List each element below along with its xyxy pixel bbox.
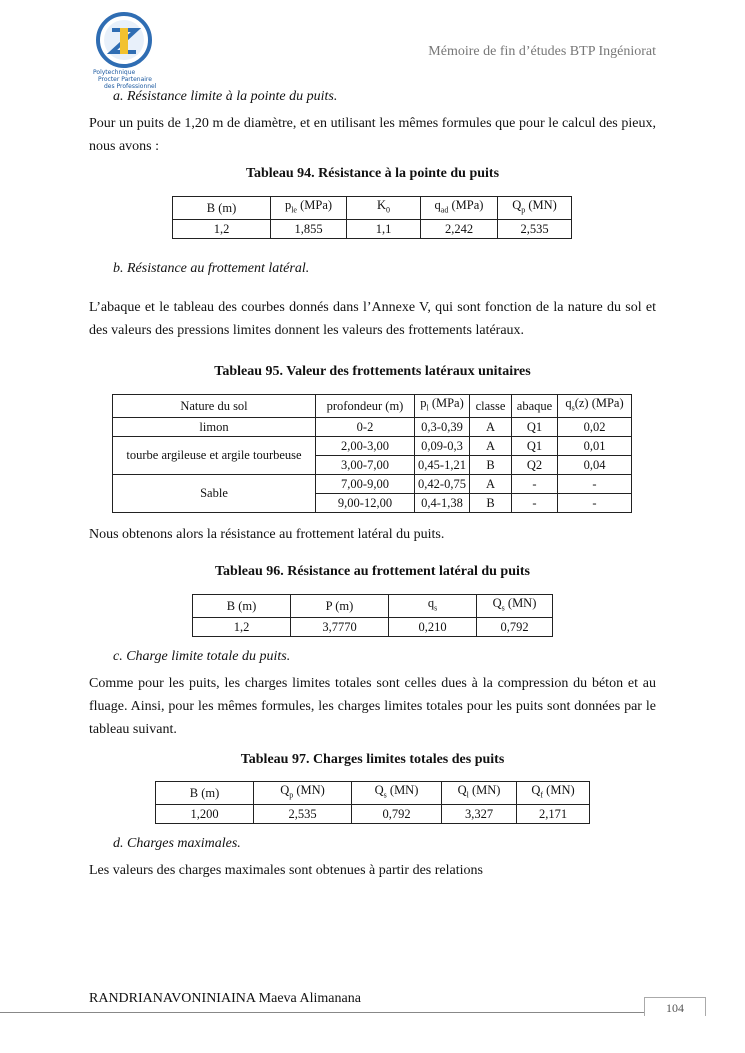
footer-author: RANDRIANAVONINIAINA Maeva Alimanana [89,991,361,1006]
section-c-paragraph: Comme pour les puits, les charges limites totales sont celles dues à la compression du béton et au fluage. Ainsi, pour les mêmes formules, les charges limites totales pour les puits sont données par le tableau suivant. [89,676,656,737]
table-row [113,436,632,455]
table-row [156,804,590,823]
table-row [113,417,632,436]
logo-line-3: des Professionnels [104,83,156,90]
table-94 [172,196,572,239]
cell: Q2 [512,455,558,474]
cell: 3,327 [442,804,517,823]
cell: 2,00-3,00 [316,436,415,455]
cell: 0,3-0,39 [415,417,470,436]
table-header-row [113,395,632,418]
footer-divider [0,1012,645,1013]
table-97 [155,781,590,824]
table-header-row [156,782,590,805]
cell: 0,01 [558,436,632,455]
table-96 [192,594,553,637]
cell: 0,4-1,38 [415,493,470,512]
cell: 0,04 [558,455,632,474]
section-b-paragraph: L’abaque et le tableau des courbes donnés dans l’Annexe V, qui sont fonction de la nature du sol et des valeurs des pressions limites donnent les valeurs des frottements latéraux. [89,300,656,338]
cell: 0,792 [352,804,442,823]
cell: 3,7770 [291,617,389,636]
col-k0: $K_0$ [347,197,421,220]
cell: 1,2 [193,617,291,636]
section-b-heading: b. Résistance au frottement latéral. [113,261,310,276]
cell: A [470,474,512,493]
cell: Q1 [512,436,558,455]
cell: - [512,474,558,493]
cell: 1,200 [156,804,254,823]
col-b: B (m) [173,197,271,220]
col-qp: $Q_p$ (MN) [498,197,572,220]
cell: 7,00-9,00 [316,474,415,493]
cell: 2,535 [498,219,572,238]
cell: 0-2 [316,417,415,436]
cell: Sable [113,474,316,512]
cell: 1,855 [271,219,347,238]
col-qs: $q_s(z)$ (MPa) [558,395,632,418]
cell: 1,1 [347,219,421,238]
cell: 0,42-0,75 [415,474,470,493]
cell: 0,210 [389,617,477,636]
table-95 [112,394,632,513]
logo-emblem [92,12,156,92]
col-pl: $p_l$ (MPa) [415,395,470,418]
after-table-95-paragraph: Nous obtenons alors la résistance au frottement latéral du puits. [89,527,445,542]
page-number: 104 [644,997,706,1016]
col-qf: $Q_f$ (MN) [517,782,590,805]
cell: 1,2 [173,219,271,238]
col-classe: classe [470,395,512,418]
cell: 3,00-7,00 [316,455,415,474]
col-qad: $q_{ad}$ (MPa) [421,197,498,220]
cell: 2,535 [254,804,352,823]
cell: limon [113,417,316,436]
col-qp: $Q_p$ (MN) [254,782,352,805]
table-header-row [193,595,553,618]
section-a-heading: a. Résistance limite à la pointe du puits. [113,89,338,104]
col-profondeur: profondeur (m) [316,395,415,418]
col-nature: Nature du sol [113,395,316,418]
cell: B [470,493,512,512]
cell: A [470,436,512,455]
cell: 2,171 [517,804,590,823]
col-ple: $p_{le}$ (MPa) [271,197,347,220]
cell: B [470,455,512,474]
section-d-heading: d. Charges maximales. [113,836,241,851]
logo-line-1: Polytechnique [93,69,136,76]
cell: tourbe argileuse et argile tourbeuse [113,436,316,474]
table-header-row [173,197,572,220]
col-ql: $Q_l$ (MN) [442,782,517,805]
cell: - [558,493,632,512]
cell: Q1 [512,417,558,436]
cell: 2,242 [421,219,498,238]
section-c-heading: c. Charge limite totale du puits. [113,649,291,664]
col-b: B (m) [156,782,254,805]
table-97-caption: Tableau 97. Charges limites totales des puits [240,752,505,767]
table-94-caption: Tableau 94. Résistance à la pointe du puits [245,166,500,181]
header-title: Mémoire de fin d’études BTP Ingéniorat [428,44,656,59]
school-logo [92,12,156,92]
cell: 0,45-1,21 [415,455,470,474]
table-96-caption: Tableau 96. Résistance au frottement latéral du puits [215,564,530,579]
col-b: B (m) [193,595,291,618]
section-a-paragraph: Pour un puits de 1,20 m de diamètre, et en utilisant les mêmes formules que pour le calcul des pieux, nous avons : [89,116,656,154]
cell: 0,09-0,3 [415,436,470,455]
cell: - [512,493,558,512]
col-p: P (m) [291,595,389,618]
section-d-paragraph: Les valeurs des charges maximales sont obtenues à partir des relations [89,863,483,878]
table-row [193,617,553,636]
table-row [173,219,572,238]
logo-line-2: Procter Partenaire [98,76,152,83]
col-abaque: abaque [512,395,558,418]
cell: 9,00-12,00 [316,493,415,512]
cell: 0,02 [558,417,632,436]
table-row [113,474,632,493]
col-Qs: $Q_s$ (MN) [477,595,553,618]
col-qs: $q_s$ [389,595,477,618]
col-qs: $Q_s$ (MN) [352,782,442,805]
cell: A [470,417,512,436]
cell: - [558,474,632,493]
table-95-caption: Tableau 95. Valeur des frottements latéraux unitaires [214,364,531,379]
cell: 0,792 [477,617,553,636]
